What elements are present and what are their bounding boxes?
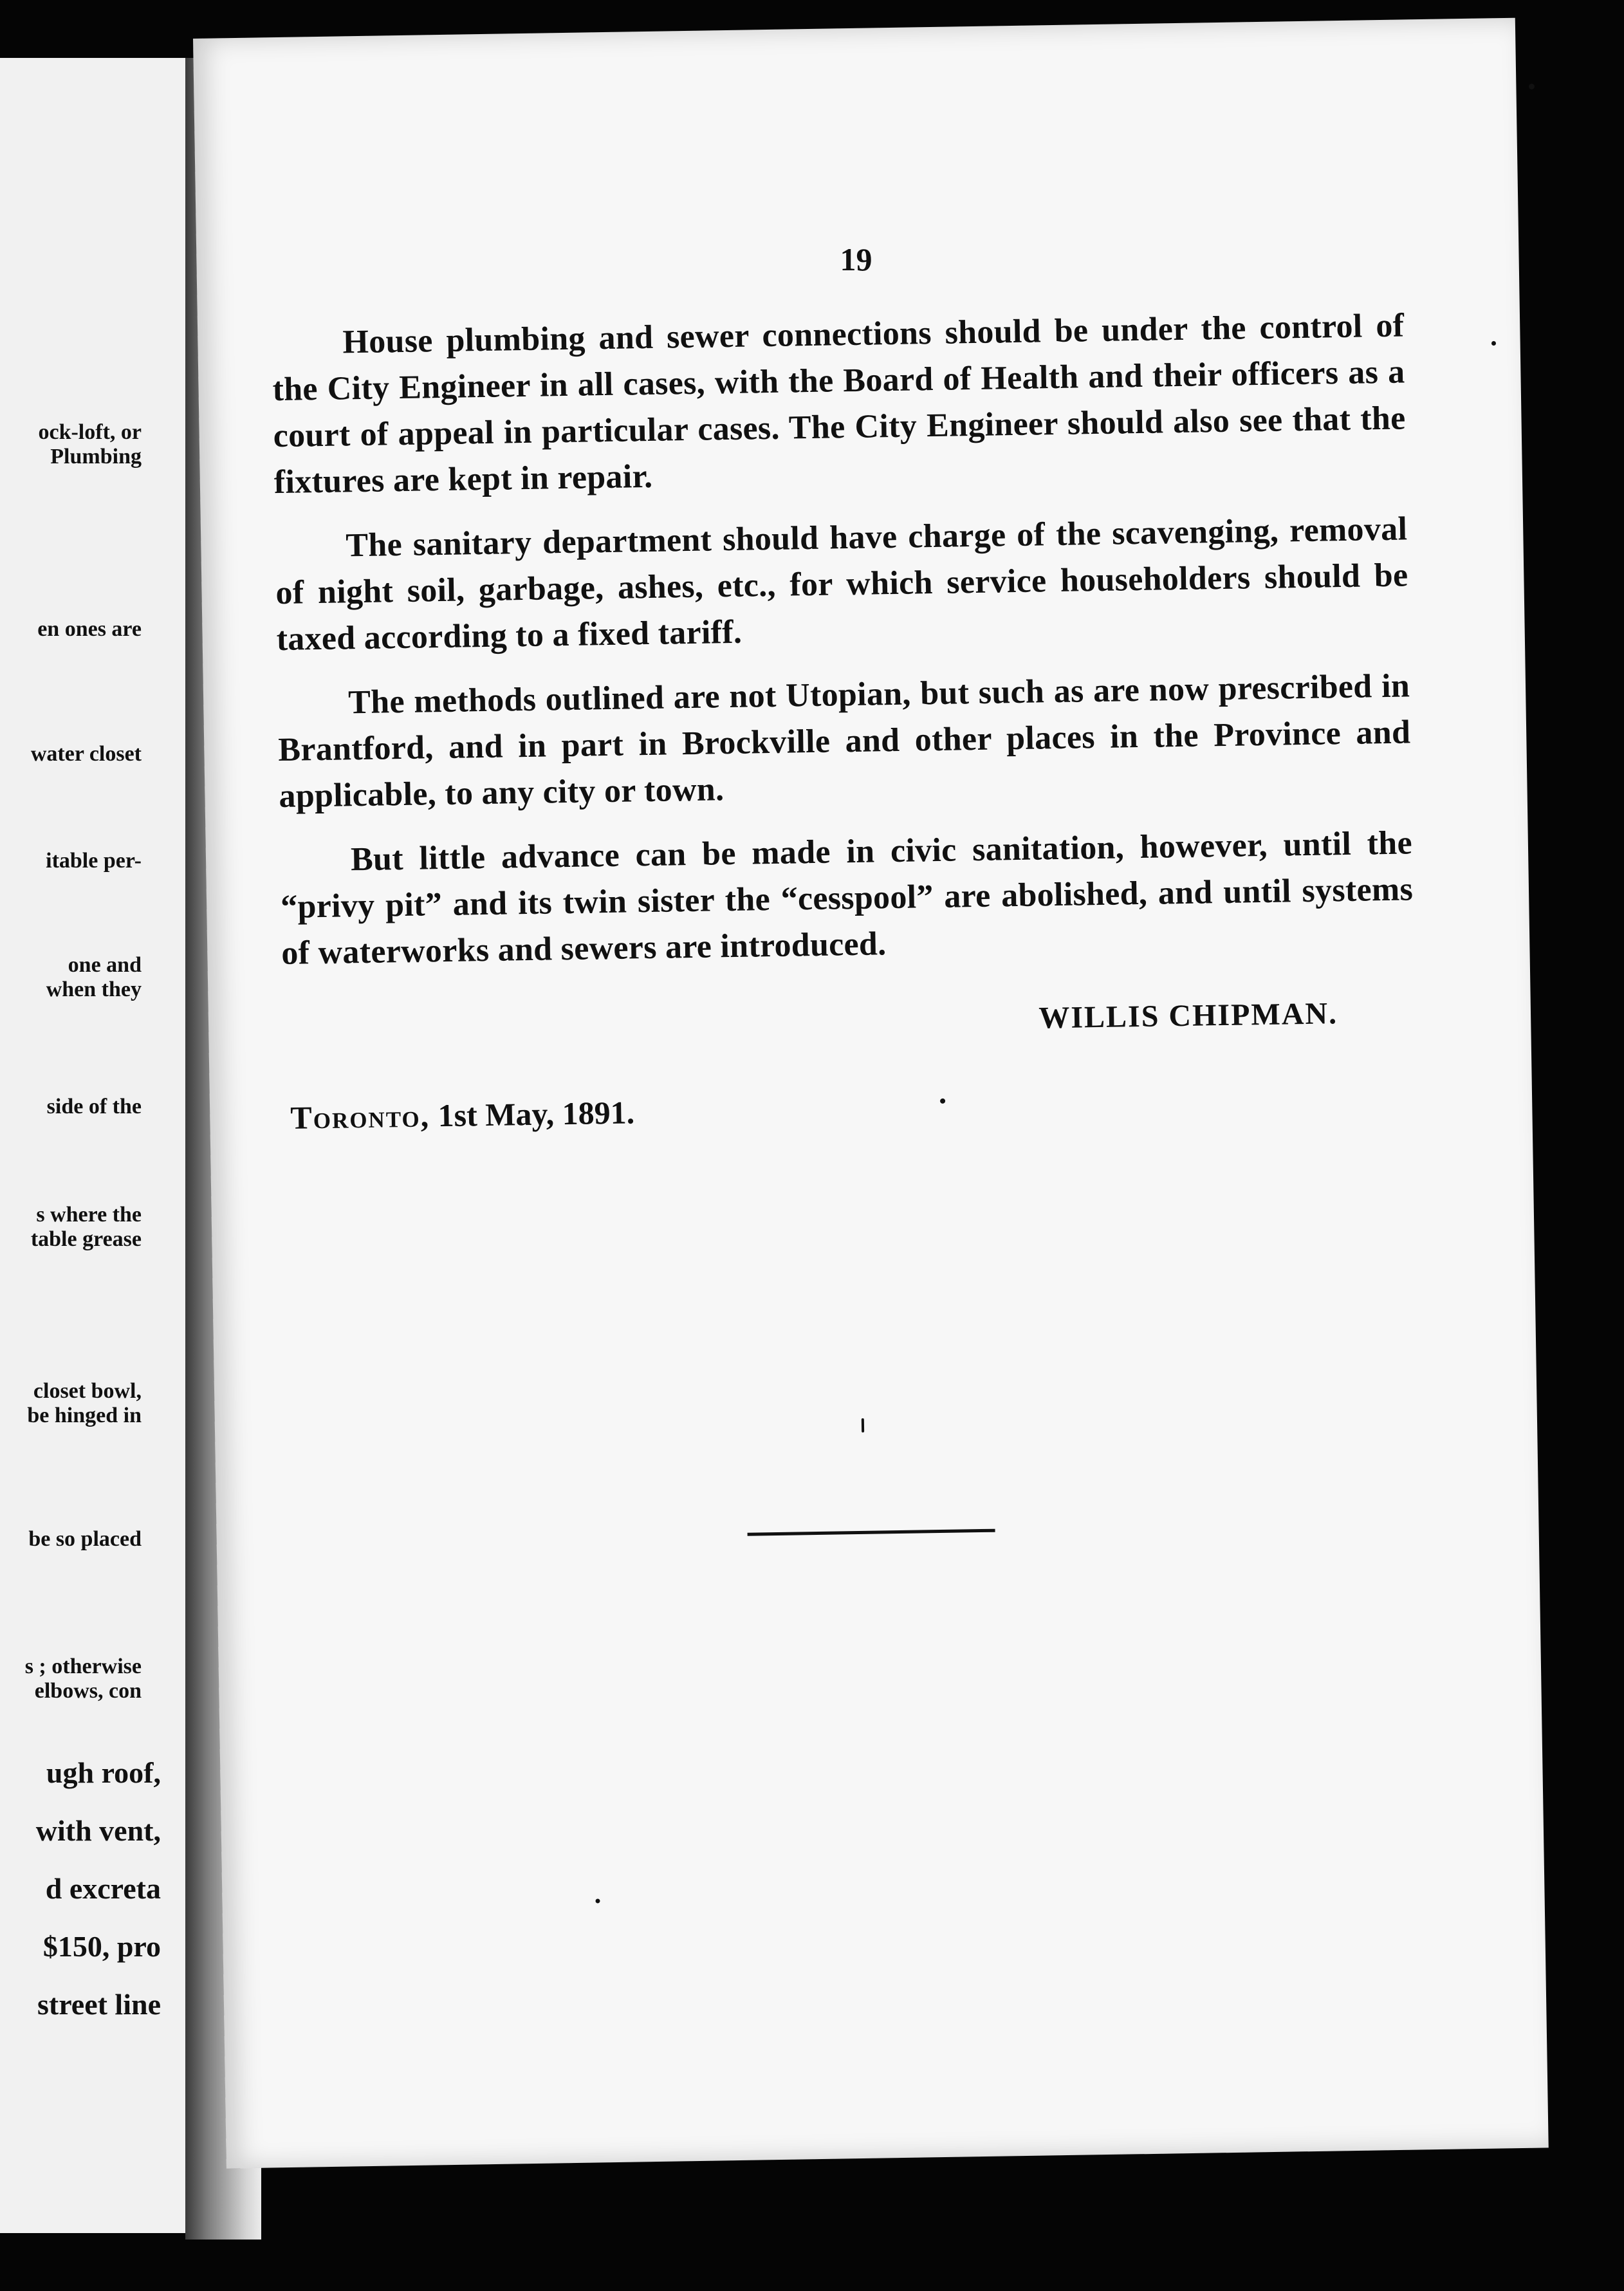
left-fragment: ugh roof, <box>46 1756 161 1789</box>
left-fragment: with vent, <box>35 1814 161 1847</box>
left-fragment: Plumbing <box>50 445 142 468</box>
paragraph: But little advance can be made in civic sanitation, however, until the “privy pit” and its twin sister the “cesspool” are abolished, and until systems of waterworks and sewers are introduced. <box>280 824 1414 972</box>
body-text <box>272 302 1414 995</box>
left-fragment: itable per- <box>46 849 142 873</box>
left-fragment: street line <box>37 1988 161 2021</box>
ink-speck <box>595 1898 600 1903</box>
left-fragment: be so placed <box>28 1527 142 1551</box>
closing-rule <box>748 1529 995 1536</box>
left-fragment: s ; otherwise <box>24 1655 142 1678</box>
dateline <box>290 1093 635 1136</box>
ink-speck <box>862 1418 864 1433</box>
left-fragment: side of the <box>46 1095 142 1118</box>
paragraph: The sanitary department should have charge of the scavenging, removal of night soil, garbage, ashes, etc., for which service householders should be taxed according to a fixed tariff. <box>275 510 1408 658</box>
left-fragment: closet bowl, <box>33 1379 142 1403</box>
ink-speck <box>1529 84 1535 89</box>
dateline-place: Toronto, <box>290 1097 430 1136</box>
left-fragment: be hinged in <box>27 1404 142 1427</box>
left-fragment: elbows, con <box>34 1679 142 1703</box>
left-fragment: water closet <box>30 742 142 766</box>
dateline-date: 1st May, 1891. <box>438 1094 635 1134</box>
left-fragment: en ones are <box>37 617 142 641</box>
ink-speck <box>940 1099 945 1104</box>
left-fragment: d excreta <box>45 1872 161 1905</box>
paragraph: The methods outlined are not Utopian, but such as are now prescribed in Brantford, and in part in Brockville and other places in the Province and applicable, to any city or town. <box>277 667 1411 815</box>
paragraph: House plumbing and sewer connections should be under the control of the City Engineer in all cases, with the Board of Health and their officers as a court of appeal in particular cases. The City Engineer should also see that the fixtures are kept in repair. <box>272 307 1406 501</box>
left-fragment: one and <box>68 953 142 977</box>
left-fragment: table grease <box>30 1227 142 1251</box>
ink-speck <box>1491 341 1496 346</box>
left-fragment: ock-loft, or <box>38 420 142 444</box>
left-fragment: $150, pro <box>42 1930 161 1963</box>
right-page <box>193 18 1549 2169</box>
left-fragment: s where the <box>36 1203 142 1227</box>
page-number: 19 <box>840 241 872 277</box>
left-fragment: when they <box>46 978 142 1001</box>
signature: WILLIS CHIPMAN. <box>1038 996 1338 1035</box>
